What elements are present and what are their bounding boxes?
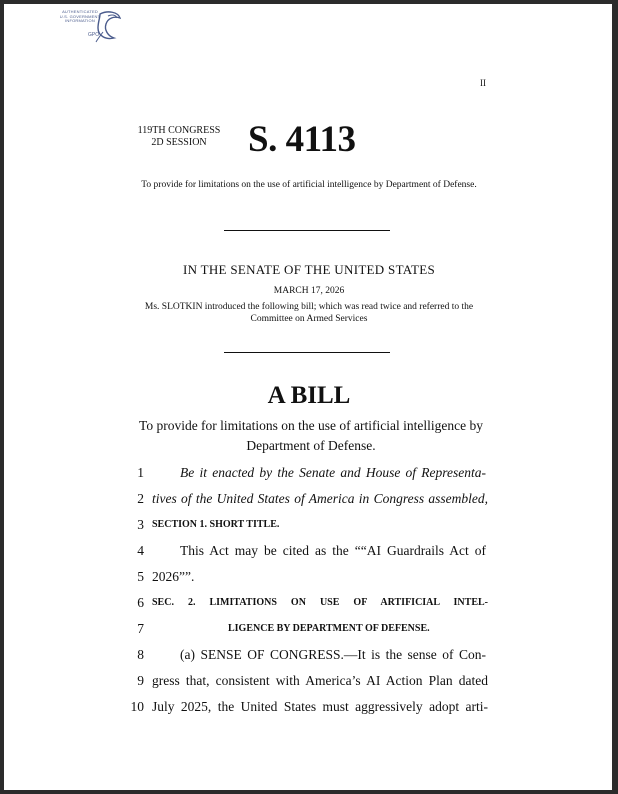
- bill-line: [4, 594, 612, 612]
- bill-line: [4, 464, 612, 482]
- introduction-statement: Ms. SLOTKIN introduced the following bill; which was read twice and referred to the Committee on Armed Services: [144, 302, 474, 324]
- seal-text-line: U.S. GOVERNMENT: [59, 13, 101, 19]
- line-text: This Act may be cited as the ““AI Guardrails Act of: [180, 543, 486, 558]
- line-text: tives of the United States of America in Congress assembled,: [152, 491, 488, 506]
- line-number: 10: [130, 699, 144, 714]
- bill-line: [4, 698, 612, 716]
- divider: [224, 230, 390, 231]
- bill-line: [4, 516, 612, 534]
- line-text: July 2025, the United States must aggressively adopt arti-: [152, 699, 488, 714]
- line-text: 2026””.: [152, 569, 195, 584]
- line-text: (a) SENSE OF CONGRESS.—It is the sense of Con-: [180, 647, 486, 662]
- bill-line: [4, 542, 612, 560]
- seal-text-line: INFORMATION: [65, 18, 95, 24]
- divider: [224, 352, 390, 353]
- section-heading: LIGENCE BY DEPARTMENT OF DEFENSE.: [228, 623, 430, 634]
- introduction-date: MARCH 17, 2026: [273, 286, 345, 296]
- section-heading: SEC. 2. LIMITATIONS ON USE OF ARTIFICIAL INTEL-: [152, 597, 488, 608]
- session-label: 2D SESSION: [151, 137, 207, 148]
- bill-page: [4, 4, 612, 790]
- line-text: Be it enacted by the Senate and House of Representa-: [180, 465, 486, 480]
- line-number: 1: [137, 465, 144, 480]
- bill-heading: A BILL: [267, 382, 351, 409]
- line-number: 9: [137, 673, 144, 688]
- bill-line: [4, 646, 612, 664]
- section-heading: SECTION 1. SHORT TITLE.: [152, 519, 280, 530]
- line-number: 3: [137, 517, 144, 532]
- bill-line: [4, 490, 612, 508]
- congress-label: 119TH CONGRESS: [137, 125, 221, 136]
- line-number: 2: [137, 491, 144, 506]
- bill-purpose: To provide for limitations on the use of artificial intelligence by Department of Defense.: [139, 418, 483, 453]
- seal-text-line: AUTHENTICATED: [62, 9, 98, 14]
- bill-version: II: [480, 78, 486, 88]
- short-purpose: To provide for limitations on the use of artificial intelligence by Department of Defense.: [141, 180, 477, 190]
- line-number: 7: [137, 621, 144, 636]
- line-number: 4: [137, 543, 144, 558]
- line-number: 8: [137, 647, 144, 662]
- seal-gpo-label: GPO: [88, 32, 100, 38]
- bill-number: S. 4113: [248, 119, 356, 160]
- chamber-title: IN THE SENATE OF THE UNITED STATES: [182, 262, 436, 277]
- gpo-authentication-seal: [56, 10, 126, 46]
- bill-line: [4, 568, 612, 586]
- line-text: gress that, consistent with America’s AI Action Plan dated: [152, 673, 488, 688]
- bill-line: [4, 672, 612, 690]
- eagle-icon: [94, 10, 124, 44]
- bill-line: [4, 620, 612, 638]
- line-number: 5: [137, 569, 144, 584]
- line-number: 6: [137, 595, 144, 610]
- congress-session-block: [129, 125, 229, 149]
